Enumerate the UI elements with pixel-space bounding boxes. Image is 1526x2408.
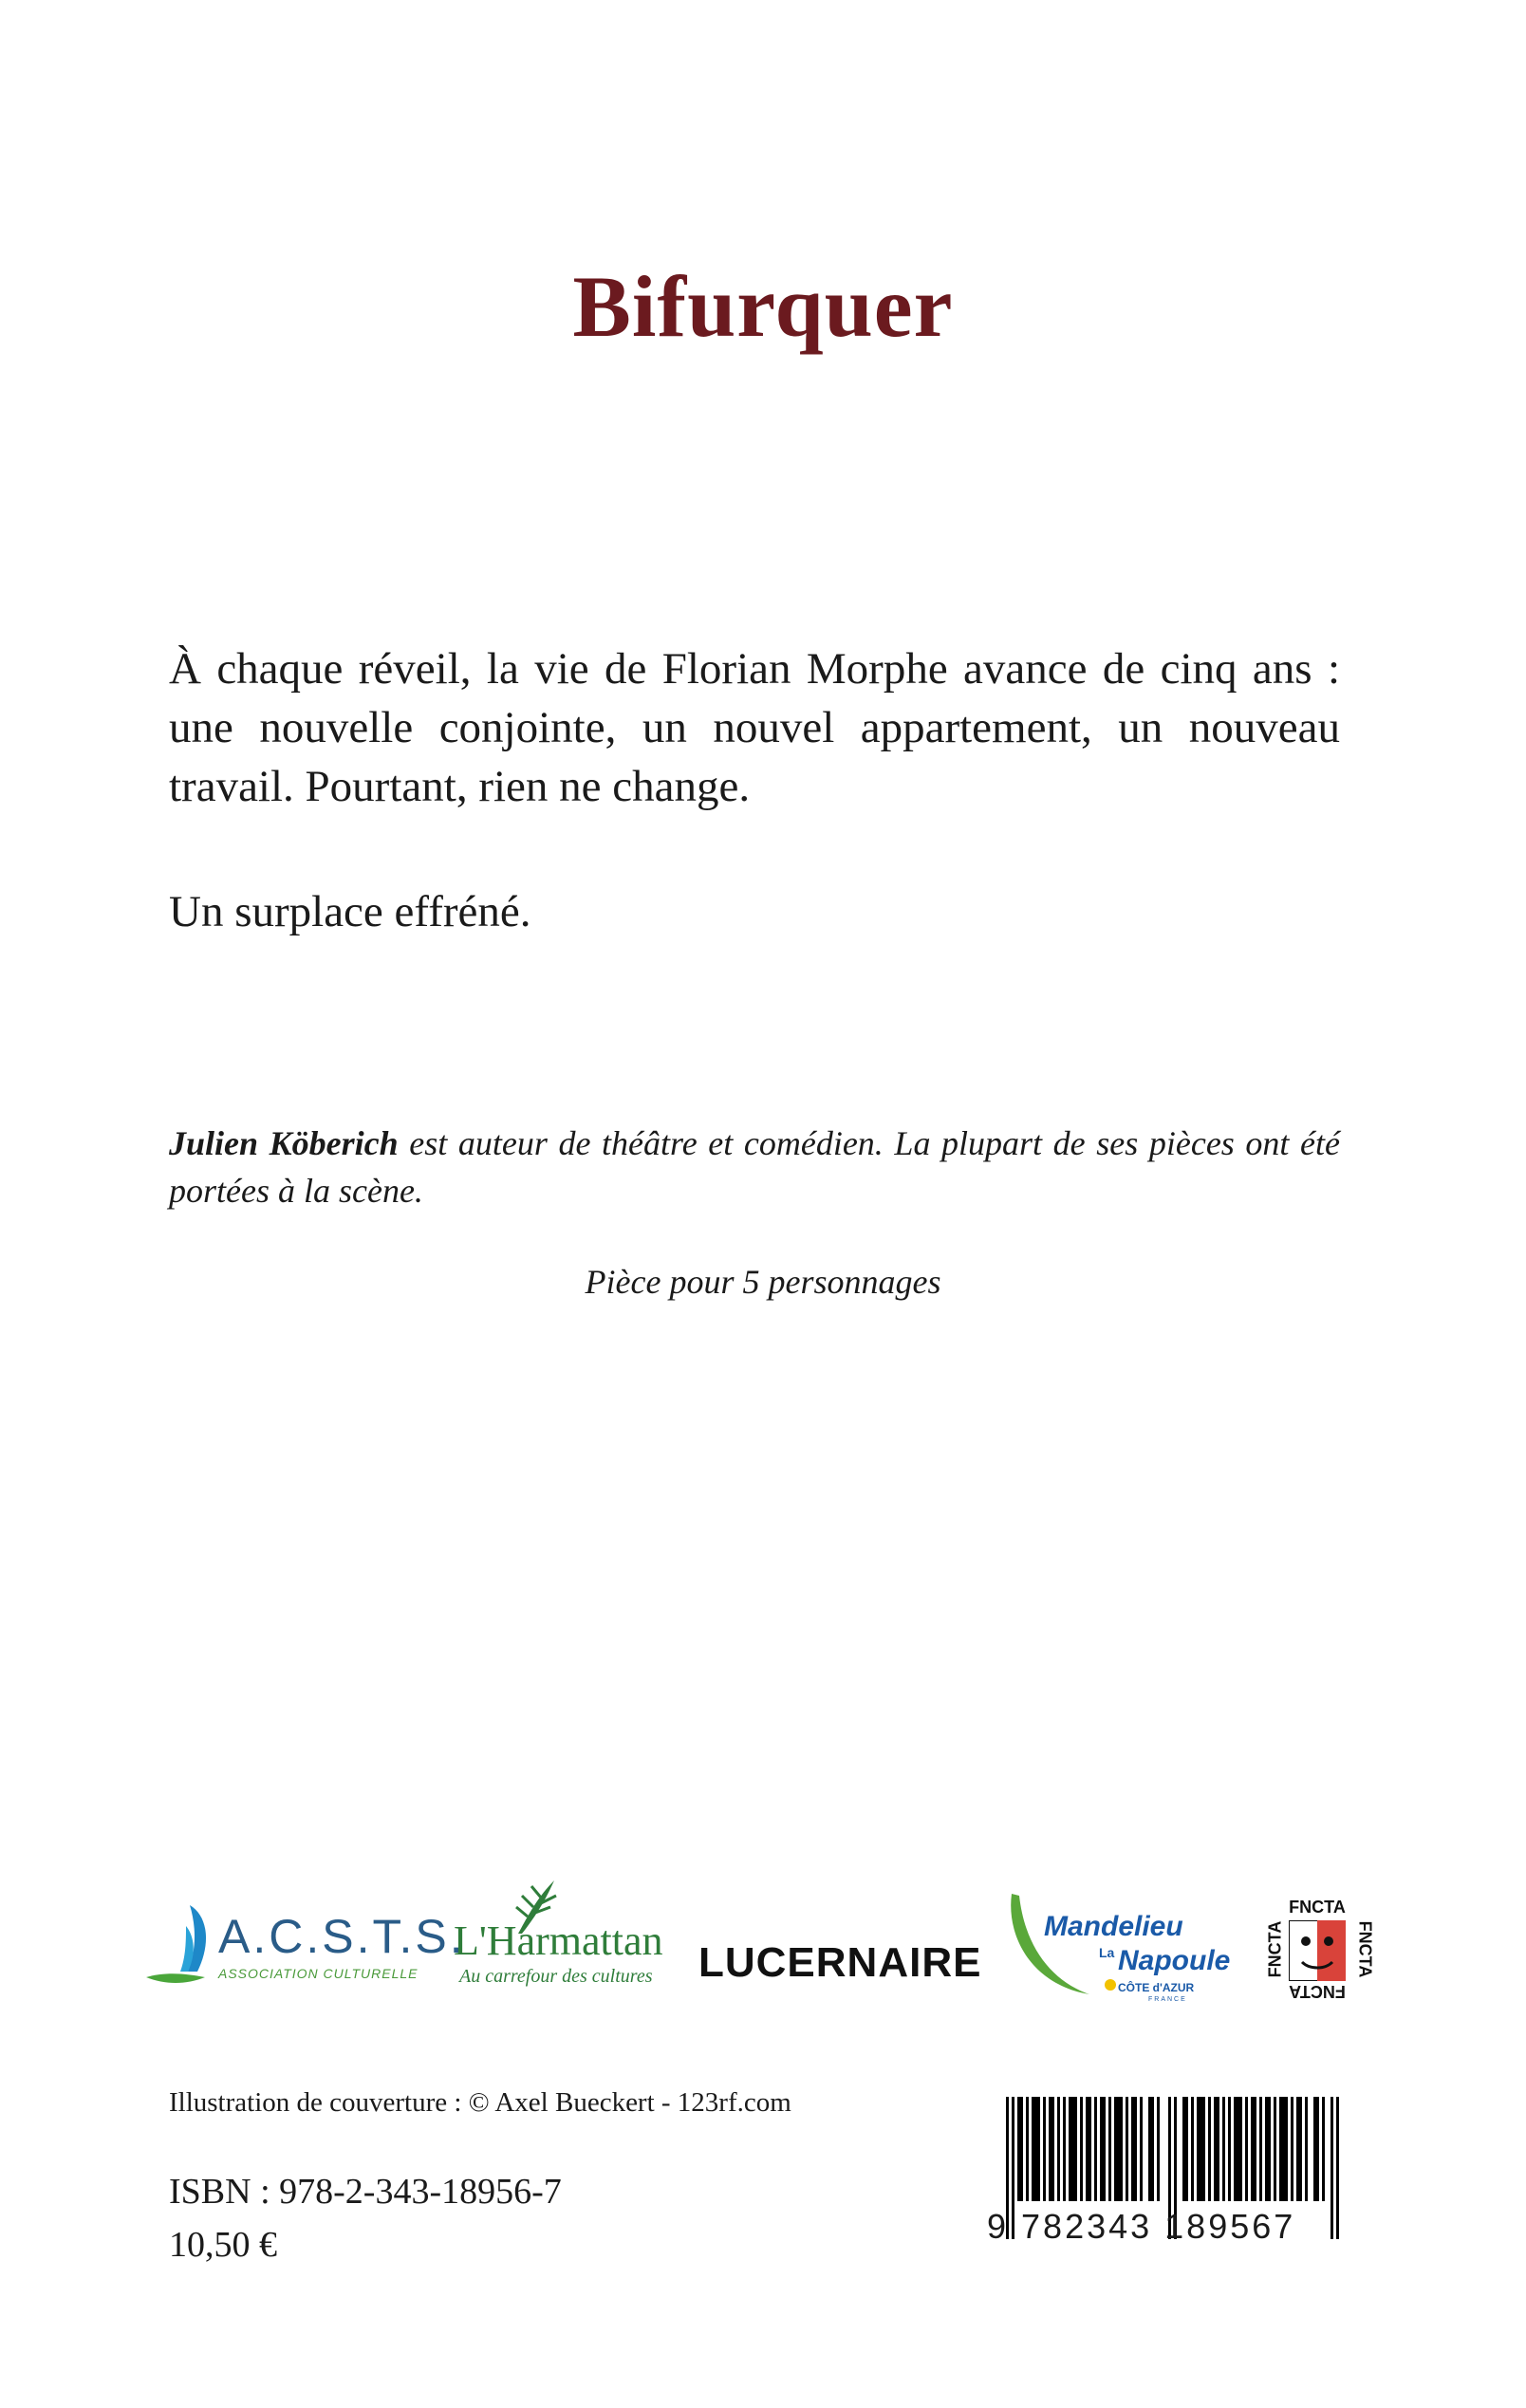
fncta-logo [1265,1898,1375,2002]
sail-icon [142,1898,216,1992]
mandelieu-line1: Mandelieu [1044,1911,1183,1942]
fncta-name-right: FNCTA [1355,1920,1375,1978]
mandelieu-line4: FRANCE [1148,1996,1187,2003]
author-name: Julien Köberich [169,1124,399,1162]
acsts-tagline: ASSOCIATION CULTURELLE [218,1966,419,1981]
harmattan-logo [454,1879,672,1992]
barcode-digits: 9 782343 189567 [987,2207,1296,2246]
mandelieu-line2: Napoule [1118,1945,1231,1976]
fncta-name-left: FNCTA [1265,1920,1285,1978]
fncta-name-bottom: FNCTA [1289,1982,1346,2001]
author-bio [169,1120,1340,1214]
acsts-name: A.C.S.T.S. [218,1910,466,1963]
lucernaire-name: LUCERNAIRE [698,1939,982,1986]
harmattan-name: L'Harmattan [454,1917,663,1964]
author-bio-text: est auteur de théâtre et comédien. La plupart de ses pièces ont été portées à la scène. [169,1124,1340,1210]
isbn: ISBN : 978-2-343-18956-7 [169,2172,562,2212]
theatre-mask-icon [1289,1920,1346,1981]
cast-note: Pièce pour 5 personnages [585,1263,941,1301]
lucernaire-logo [698,1939,982,1996]
fncta-name-top: FNCTA [1289,1898,1346,1917]
illustration-credit: Illustration de couverture : © Axel Bueckert - 123rf.com [169,2087,791,2118]
book-title: Bifurquer [572,258,954,355]
acsts-logo [142,1898,466,1992]
blurb-paragraph-2: Un surplace effréné. [169,887,531,936]
mandelieu-line3: CÔTE d'AZUR [1118,1981,1195,1994]
harmattan-tagline: Au carrefour des cultures [459,1966,653,1987]
mandelieu-logo [1004,1890,1231,2004]
blurb-paragraph-1: À chaque réveil, la vie de Florian Morphe avance de cinq ans : une nouvelle conjointe, un nouvel appartement, un nouveau travail. Pourtant, rien ne change. [169,644,1340,811]
mandelieu-la: La [1099,1945,1115,1960]
price: 10,50 € [169,2225,277,2265]
